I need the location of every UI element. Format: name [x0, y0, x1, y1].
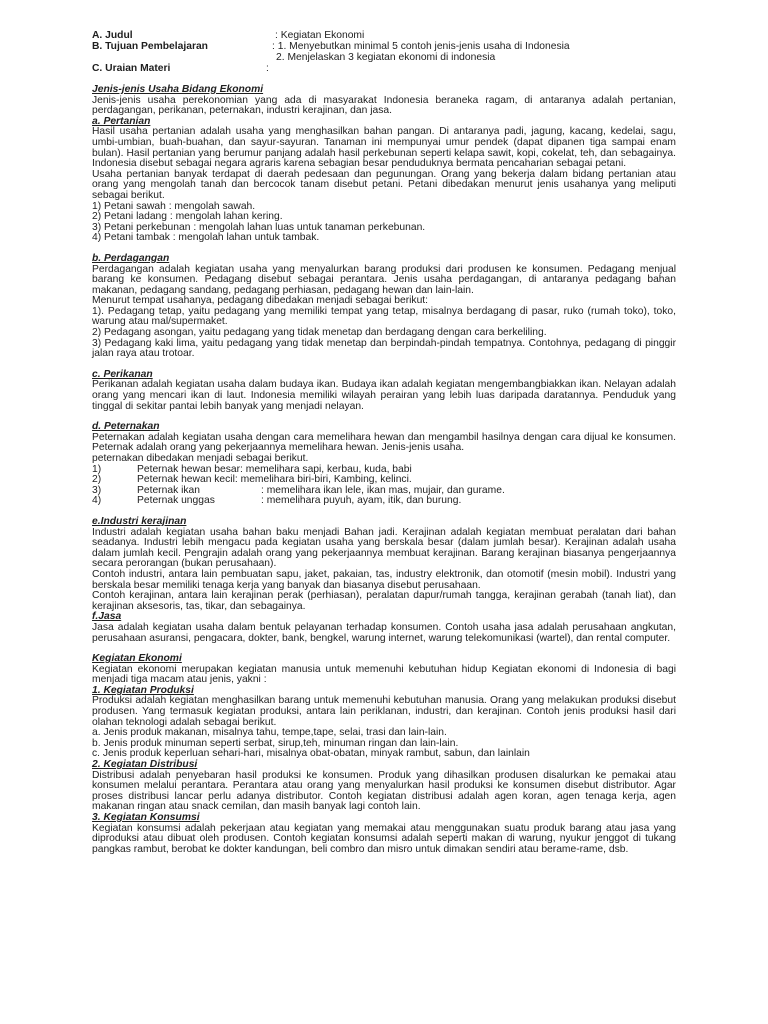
industri-p1: Industri adalah kegiatan usaha bahan baku menjadi Bahan jadi. Kerajinan adalah kegiatan membuat peralatan dari bahan seadanya. Industri lebih mengacu pada kegiatan usaha yang berskala besar (dalam jumlah besar). Kerajinan adalah usaha dalam jumlah kecil. Pengrajin adalah orang yang pekerjaannya membuat kerajinan. Barang kerajinan biasanya pengerjaannya secara perorangan (bukan perusahaan). [92, 526, 676, 570]
list-item: b. Jenis produk minuman seperti serbat, sirup,teh, minuman ringan dan lain-lain. [92, 737, 459, 749]
kegiatan-title: Kegiatan Ekonomi [92, 653, 182, 665]
distribusi-p1: Distribusi adalah penyebaran hasil produksi ke konsumen. Produk yang dihasilkan produsen disalurkan ke pemakai atau konsumen melalui perantara. Perantara atau orang yang menyalurkan hasil produksi ke konsumen disebut distributor. Agar proses distribusi lancar perlu adanya distributor. Contoh kegiatan distribusi adalah agen koran, agen tenaga kerja, agen makanan ringan atau snack cemilan, dan masih banyak lagi contoh lain. [92, 769, 676, 813]
list-item: 3) Pedagang kaki lima, yaitu pedagang yang tidak menetap dan berpindah-pindah tempatnya. Contohnya, pedagang di pinggir jalan raya atau trotoar. [92, 337, 676, 360]
pertanian-p1: Hasil usaha pertanian adalah usaha yang menghasilkan bahan pangan. Di antaranya padi, jagung, kacang, kedelai, sagu, umbi-umbian, buah-buahan, dan sayur-sayuran. Tanaman ini mempunyai umur pendek (dapat dipanen tiga sampai enam bulan). Hasil pertanian yang berumur panjang adalah hasil perkebunan seperti kelapa sawit, kopi, cokelat, teh, dan sebagainya. Indonesia disebut sebagai negara agraris karena sebagian besar penduduknya bermata pencaharian sebagai petani. [92, 126, 676, 170]
perdagangan-p2: Menurut tempat usahanya, pedagang dibedakan menjadi sebagai berikut: [92, 295, 429, 307]
perikanan-title: c. Perikanan [92, 368, 153, 380]
jasa-title: f.Jasa [92, 611, 122, 623]
industri-p2: Contoh industri, antara lain pembuatan sapu, jaket, pakaian, tas, industry elektronik, dan otomotif (mesin mobil). Industri yang berskala besar memiliki tenaga kerja yang banyak dan biasanya disebut perusahaan. [92, 568, 676, 591]
kegiatan-intro: Kegiatan ekonomi merupakan kegiatan manusia untuk memenuhi kebutuhan hidup Kegiatan ekonomi di Indonesia di bagi menjadi tiga macam atau jenis, yakni : [92, 663, 676, 686]
judul-value: : Kegiatan Ekonomi [275, 30, 365, 41]
list-item: a. Jenis produk makanan, misalnya tahu, tempe,tape, selai, trasi dan lain-lain. [92, 727, 447, 739]
list-item: 1) Peternak hewan besar : memelihara sapi, kerbau, kuda, babi [92, 463, 412, 475]
header-row-uraian [92, 64, 676, 75]
jenis-title: Jenis-jenis Usaha Bidang Ekonomi [92, 84, 264, 95]
jasa-p1: Jasa adalah kegiatan usaha dalam bentuk pelayanan terhadap konsumen. Contoh usaha jasa adalah perusahaan angkutan, perusahaan asuransi, pengacara, dokter, bank, bengkel, warung internet, warung telekomunikasi (wartel), dan rental computer. [92, 621, 676, 644]
distribusi-title: 2. Kegiatan Distribusi [92, 759, 198, 771]
perdagangan-title: b. Perdagangan [92, 252, 170, 264]
peternakan-p2: peternakan dibedakan menjadi sebagai berikut. [92, 453, 309, 464]
pertanian-p2: Usaha pertanian banyak terdapat di daerah pedesaan dan pegunungan. Orang yang bekerja dalam bidang pertanian atau orang yang mengolah tanah dan bercocok tanam disebut petani. Petani dibedakan menurut jenis usahanya yang meliputi sebagai berikut. [92, 168, 676, 201]
jenis-intro: Jenis-jenis usaha perekonomian yang ada di masyarakat Indonesia beraneka ragam, di antaranya adalah pertanian, perdagangan, perikanan, peternakan, industri kerajinan, dan jasa. [92, 94, 676, 117]
list-item: 1) Petani sawah : mengolah sawah. [92, 200, 256, 212]
judul-label: A. Judul [92, 30, 133, 41]
konsumsi-p1: Kegiatan konsumsi adalah pekerjaan atau kegiatan yang memakai atau menggunakan suatu produk barang atau jasa yang diproduksi atau dibuat oleh produsen. Contoh kegiatan konsumsi adalah seperti makan di warung, nyukur jenggot di tukang pangkas rambut, berobat ke dokter kandungan, beli combro dan misro untuk dimakan sendiri atau berame-rame, dsb. [92, 822, 676, 855]
perdagangan-p1: Perdagangan adalah kegiatan usaha yang menyalurkan barang produksi dari produsen ke konsumen. Pedagang menjual barang ke konsumen. Pedagang disebut sebagai perantara. Jenis usaha perdagangan, di antaranya pedagang bahan makanan, pedagang sandang, pedagang perhiasan, pedagang hewan dan lain-lain. [92, 263, 676, 296]
industri-title: e.Industri kerajinan [92, 515, 187, 527]
uraian-value: : [266, 63, 269, 74]
uraian-label: C. Uraian Materi [92, 63, 171, 74]
list-item: 1). Pedagang tetap, yaitu pedagang yang memiliki tempat yang tetap, misalnya berdagang di pasar, ruko (rumah toko), toko, warung atau mal/supermaket. [92, 305, 676, 328]
industri-p3: Contoh kerajinan, antara lain kerajinan perak (perhiasan), peralatan dapur/rumah tangga, kerajinan gerabah (tanah liat), dan kerajinan aksesoris, tas, tikar, dan sebagainya. [92, 590, 676, 612]
perikanan-p1: Perikanan adalah kegiatan usaha dalam budaya ikan. Budaya ikan adalah kegiatan mengembangbiakkan ikan. Nelayan adalah orang yang mencari ikan di laut. Indonesia memiliki wilayah perairan yang lebih luas daripada daratannya. Penduduk yang tinggal di sekitar pantai lebih banyak yang menjadi nelayan. [92, 379, 676, 412]
tujuan-value-1: : 1. Menyebutkan minimal 5 contoh jenis-jenis usaha di Indonesia [272, 41, 570, 52]
list-item: 2) Pedagang asongan, yaitu pedagang yang tidak menetap dan berdagang dengan cara berkeliling. [92, 327, 547, 339]
list-item: 4) Peternak unggas : memelihara puyuh, ayam, itik, dan burung. [92, 495, 462, 507]
list-item: 3) Petani perkebunan : mengolah lahan luas untuk tanaman perkebunan. [92, 221, 426, 233]
header-row-tujuan-2 [92, 53, 676, 64]
tujuan-label: B. Tujuan Pembelajaran [92, 41, 208, 52]
list-item: c. Jenis produk keperluan sehari-hari, misalnya obat-obatan, minyak rambut, sabun, dan lainlain [92, 748, 530, 760]
list-item: 3) Peternak ikan : memelihara ikan lele, ikan mas, mujair, dan gurame. [92, 484, 505, 496]
list-item: 2) Petani ladang : mengolah lahan kering. [92, 211, 283, 223]
peternakan-p1: Peternakan adalah kegiatan usaha dengan cara memelihara hewan dan mengambil hasilnya dengan cara dijual ke konsumen. Peternak adalah orang yang pekerjaannya memelihara hewan. Jenis-jenis usaha. [92, 431, 676, 454]
produksi-title: 1. Kegiatan Produksi [92, 684, 194, 696]
peternakan-title: d. Peternakan [92, 421, 160, 433]
tujuan-value-2: 2. Menjelaskan 3 kegiatan ekonomi di indonesia [276, 52, 496, 63]
list-item: 4) Petani tambak : mengolah lahan untuk tambak. [92, 232, 320, 244]
list-item: 2) Peternak hewan kecil : memelihara biri-biri, Kambing, kelinci. [92, 474, 412, 486]
konsumsi-title: 3. Kegiatan Konsumsi [92, 812, 200, 823]
produksi-p1: Produksi adalah kegiatan menghasilkan barang untuk memenuhi kebutuhan manusia. Orang yang melakukan produksi disebut produsen. Yang termasuk kegiatan produksi, antara lain periklanan, industri, dan kerajinan. Contoh jenis produksi hasil dari olahan teknologi adalah sebagai berikut. [92, 695, 676, 728]
pertanian-title: a. Pertanian [92, 115, 151, 127]
